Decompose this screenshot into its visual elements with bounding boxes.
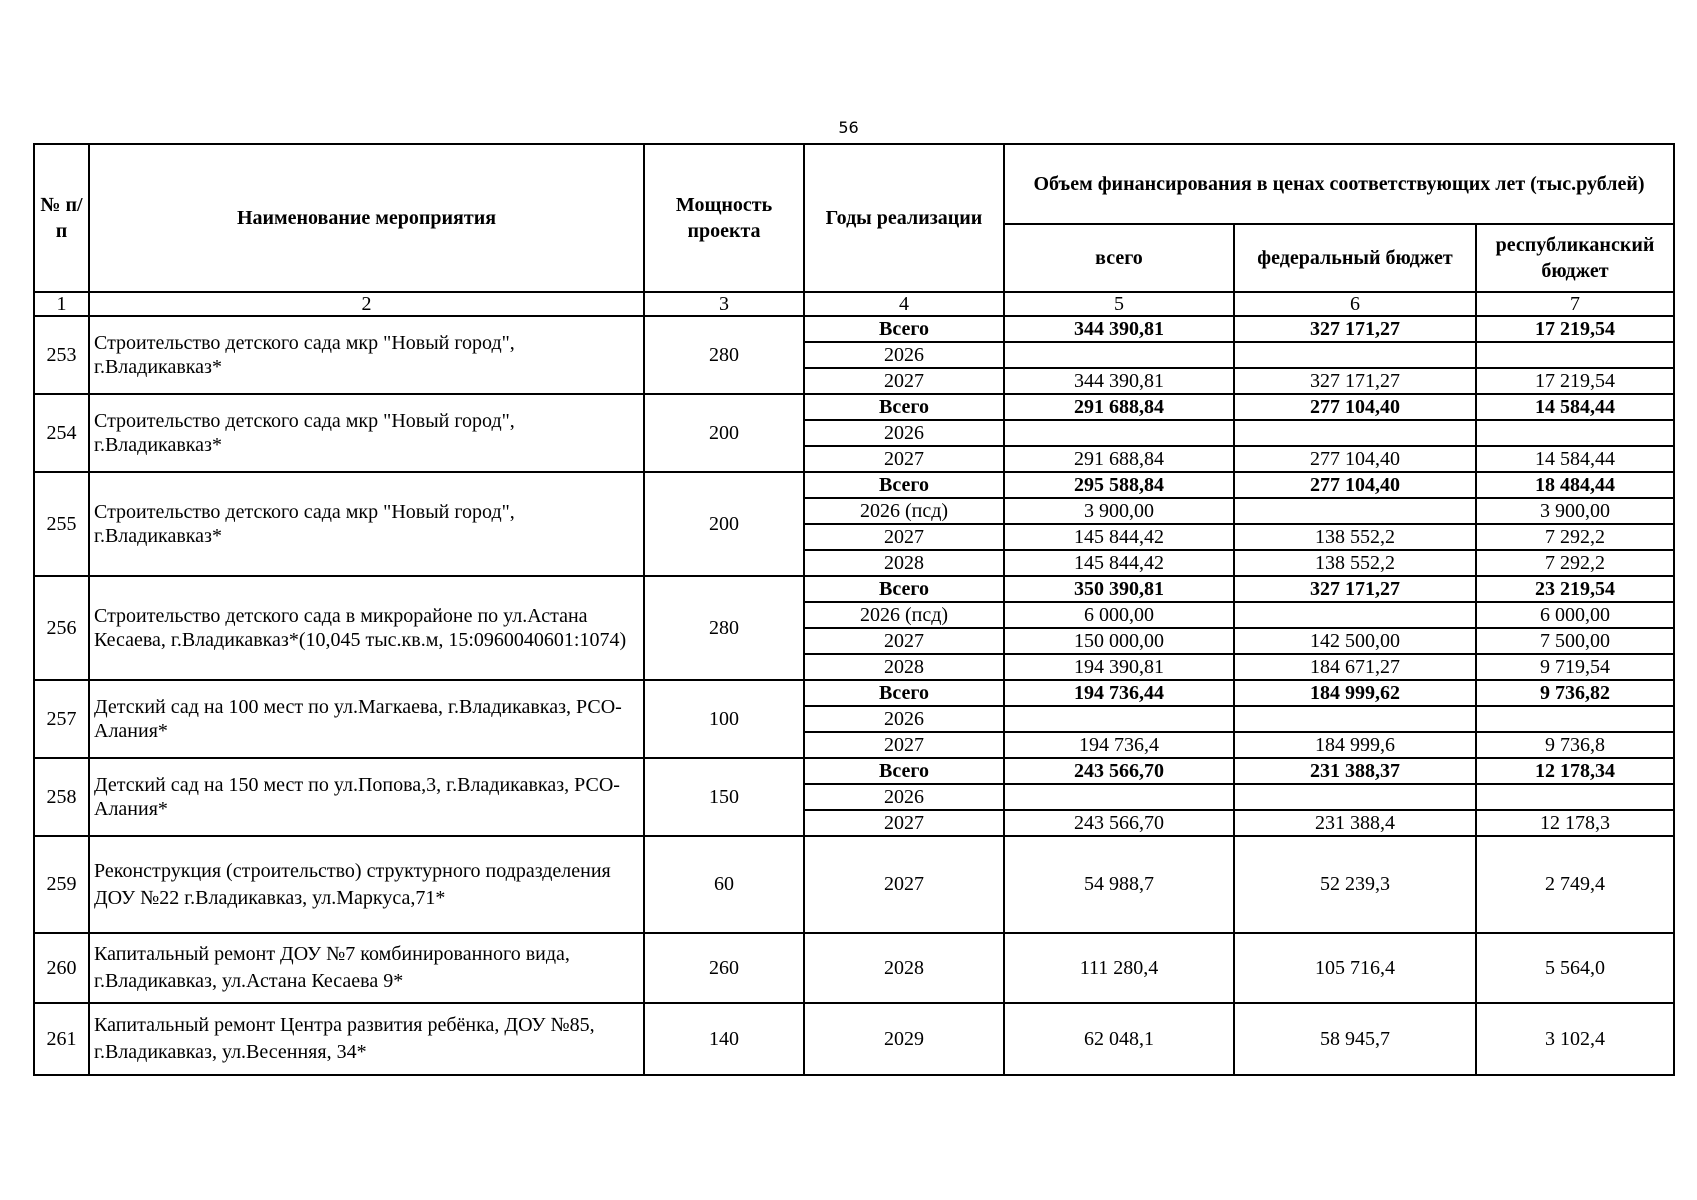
total-cell: 3 900,00 xyxy=(1004,498,1234,524)
federal-cell: 184 999,62 xyxy=(1234,680,1476,706)
year-cell: 2026 xyxy=(804,706,1004,732)
total-cell: 243 566,70 xyxy=(1004,810,1234,836)
republic-cell: 9 736,82 xyxy=(1476,680,1674,706)
col-number: 7 xyxy=(1476,292,1674,316)
republic-cell: 18 484,44 xyxy=(1476,472,1674,498)
federal-cell xyxy=(1234,602,1476,628)
republic-cell xyxy=(1476,420,1674,446)
republic-cell: 17 219,54 xyxy=(1476,368,1674,394)
year-cell: Всего xyxy=(804,758,1004,784)
year-cell: 2026 xyxy=(804,342,1004,368)
year-cell: 2027 xyxy=(804,732,1004,758)
table-row xyxy=(34,394,1674,420)
year-cell: Всего xyxy=(804,394,1004,420)
total-cell xyxy=(1004,706,1234,732)
funding-table xyxy=(33,143,1675,1076)
republic-cell: 5 564,0 xyxy=(1476,933,1674,1003)
republic-cell: 7 292,2 xyxy=(1476,550,1674,576)
table-row xyxy=(34,758,1674,784)
year-cell: 2026 (псд) xyxy=(804,602,1004,628)
project-name: Капитальный ремонт ДОУ №7 комбинированного вида, г.Владикавказ, ул.Астана Кесаева 9* xyxy=(89,933,644,1003)
table-row xyxy=(34,836,1674,933)
col-number: 3 xyxy=(644,292,804,316)
total-cell: 145 844,42 xyxy=(1004,550,1234,576)
header-capacity: Мощность проекта xyxy=(644,144,804,292)
republic-cell: 14 584,44 xyxy=(1476,394,1674,420)
year-cell: Всего xyxy=(804,472,1004,498)
project-name: Детский сад на 150 мест по ул.Попова,3, г.Владикавказ, РСО-Алания* xyxy=(89,758,644,836)
col-number: 5 xyxy=(1004,292,1234,316)
year-cell: 2026 (псд) xyxy=(804,498,1004,524)
header-republic: республиканский бюджет xyxy=(1476,224,1674,292)
project-capacity: 280 xyxy=(644,576,804,680)
federal-cell xyxy=(1234,498,1476,524)
republic-cell xyxy=(1476,784,1674,810)
year-cell: 2028 xyxy=(804,550,1004,576)
republic-cell: 17 219,54 xyxy=(1476,316,1674,342)
table-row xyxy=(34,1003,1674,1075)
total-cell xyxy=(1004,784,1234,810)
total-cell: 62 048,1 xyxy=(1004,1003,1234,1075)
federal-cell: 184 671,27 xyxy=(1234,654,1476,680)
federal-cell: 58 945,7 xyxy=(1234,1003,1476,1075)
federal-cell xyxy=(1234,784,1476,810)
row-number: 257 xyxy=(34,680,89,758)
total-cell: 194 736,44 xyxy=(1004,680,1234,706)
page-number: 56 xyxy=(838,118,859,137)
federal-cell: 277 104,40 xyxy=(1234,446,1476,472)
year-cell: 2027 xyxy=(804,368,1004,394)
total-cell: 150 000,00 xyxy=(1004,628,1234,654)
project-name: Строительство детского сада мкр "Новый город", г.Владикавказ* xyxy=(89,394,644,472)
col-number: 4 xyxy=(804,292,1004,316)
total-cell: 350 390,81 xyxy=(1004,576,1234,602)
federal-cell: 231 388,37 xyxy=(1234,758,1476,784)
project-capacity: 100 xyxy=(644,680,804,758)
total-cell: 6 000,00 xyxy=(1004,602,1234,628)
project-capacity: 140 xyxy=(644,1003,804,1075)
table-row xyxy=(34,316,1674,342)
total-cell: 194 736,4 xyxy=(1004,732,1234,758)
total-cell: 291 688,84 xyxy=(1004,446,1234,472)
total-cell: 344 390,81 xyxy=(1004,368,1234,394)
federal-cell xyxy=(1234,420,1476,446)
project-name: Строительство детского сада мкр "Новый город", г.Владикавказ* xyxy=(89,316,644,394)
year-cell: Всего xyxy=(804,680,1004,706)
project-capacity: 280 xyxy=(644,316,804,394)
federal-cell: 327 171,27 xyxy=(1234,576,1476,602)
year-cell: 2026 xyxy=(804,420,1004,446)
table-row xyxy=(34,472,1674,498)
republic-cell: 7 292,2 xyxy=(1476,524,1674,550)
federal-cell: 138 552,2 xyxy=(1234,524,1476,550)
federal-cell: 327 171,27 xyxy=(1234,368,1476,394)
total-cell: 145 844,42 xyxy=(1004,524,1234,550)
year-cell: 2027 xyxy=(804,446,1004,472)
project-capacity: 60 xyxy=(644,836,804,933)
header-years: Годы реализации xyxy=(804,144,1004,292)
table-row xyxy=(34,680,1674,706)
project-name: Строительство детского сада мкр "Новый город", г.Владикавказ* xyxy=(89,472,644,576)
republic-cell: 12 178,3 xyxy=(1476,810,1674,836)
federal-cell xyxy=(1234,342,1476,368)
total-cell: 194 390,81 xyxy=(1004,654,1234,680)
total-cell: 344 390,81 xyxy=(1004,316,1234,342)
total-cell: 111 280,4 xyxy=(1004,933,1234,1003)
project-name: Реконструкция (строительство) структурного подразделения ДОУ №22 г.Владикавказ, ул.Маркуса,71* xyxy=(89,836,644,933)
table-row xyxy=(34,576,1674,602)
year-cell: 2027 xyxy=(804,524,1004,550)
federal-cell: 327 171,27 xyxy=(1234,316,1476,342)
republic-cell: 7 500,00 xyxy=(1476,628,1674,654)
row-number: 253 xyxy=(34,316,89,394)
republic-cell xyxy=(1476,706,1674,732)
project-name: Детский сад на 100 мест по ул.Магкаева, г.Владикавказ, РСО-Алания* xyxy=(89,680,644,758)
row-number: 261 xyxy=(34,1003,89,1075)
federal-cell: 184 999,6 xyxy=(1234,732,1476,758)
federal-cell: 105 716,4 xyxy=(1234,933,1476,1003)
project-name: Капитальный ремонт Центра развития ребёнка, ДОУ №85, г.Владикавказ, ул.Весенняя, 34* xyxy=(89,1003,644,1075)
republic-cell: 2 749,4 xyxy=(1476,836,1674,933)
col-number: 6 xyxy=(1234,292,1476,316)
total-cell: 243 566,70 xyxy=(1004,758,1234,784)
year-cell: Всего xyxy=(804,576,1004,602)
republic-cell: 6 000,00 xyxy=(1476,602,1674,628)
federal-cell: 277 104,40 xyxy=(1234,472,1476,498)
row-number: 256 xyxy=(34,576,89,680)
year-cell: 2026 xyxy=(804,784,1004,810)
federal-cell: 142 500,00 xyxy=(1234,628,1476,654)
year-cell: 2028 xyxy=(804,933,1004,1003)
header-funding: Объем финансирования в ценах соответствующих лет (тыс.рублей) xyxy=(1004,144,1674,224)
republic-cell: 23 219,54 xyxy=(1476,576,1674,602)
project-name: Строительство детского сада в микрорайоне по ул.Астана Кесаева, г.Владикавказ*(10,045 тыс.кв.м, 15:0960040601:1074) xyxy=(89,576,644,680)
total-cell xyxy=(1004,342,1234,368)
federal-cell: 277 104,40 xyxy=(1234,394,1476,420)
project-capacity: 200 xyxy=(644,472,804,576)
table-row xyxy=(34,933,1674,1003)
project-capacity: 150 xyxy=(644,758,804,836)
row-number: 260 xyxy=(34,933,89,1003)
row-number: 259 xyxy=(34,836,89,933)
row-number: 258 xyxy=(34,758,89,836)
header-no: № п/п xyxy=(34,144,89,292)
year-cell: 2027 xyxy=(804,628,1004,654)
year-cell: 2028 xyxy=(804,654,1004,680)
total-cell: 54 988,7 xyxy=(1004,836,1234,933)
federal-cell: 138 552,2 xyxy=(1234,550,1476,576)
republic-cell: 14 584,44 xyxy=(1476,446,1674,472)
republic-cell: 9 719,54 xyxy=(1476,654,1674,680)
federal-cell xyxy=(1234,706,1476,732)
row-number: 255 xyxy=(34,472,89,576)
year-cell: Всего xyxy=(804,316,1004,342)
total-cell: 295 588,84 xyxy=(1004,472,1234,498)
year-cell: 2027 xyxy=(804,836,1004,933)
header-federal: федеральный бюджет xyxy=(1234,224,1476,292)
col-number: 1 xyxy=(34,292,89,316)
header-total: всего xyxy=(1004,224,1234,292)
year-cell: 2029 xyxy=(804,1003,1004,1075)
total-cell xyxy=(1004,420,1234,446)
federal-cell: 52 239,3 xyxy=(1234,836,1476,933)
project-capacity: 200 xyxy=(644,394,804,472)
project-capacity: 260 xyxy=(644,933,804,1003)
republic-cell: 12 178,34 xyxy=(1476,758,1674,784)
republic-cell: 3 102,4 xyxy=(1476,1003,1674,1075)
total-cell: 291 688,84 xyxy=(1004,394,1234,420)
republic-cell: 3 900,00 xyxy=(1476,498,1674,524)
header-name: Наименование мероприятия xyxy=(89,144,644,292)
col-number: 2 xyxy=(89,292,644,316)
row-number: 254 xyxy=(34,394,89,472)
year-cell: 2027 xyxy=(804,810,1004,836)
republic-cell xyxy=(1476,342,1674,368)
republic-cell: 9 736,8 xyxy=(1476,732,1674,758)
federal-cell: 231 388,4 xyxy=(1234,810,1476,836)
